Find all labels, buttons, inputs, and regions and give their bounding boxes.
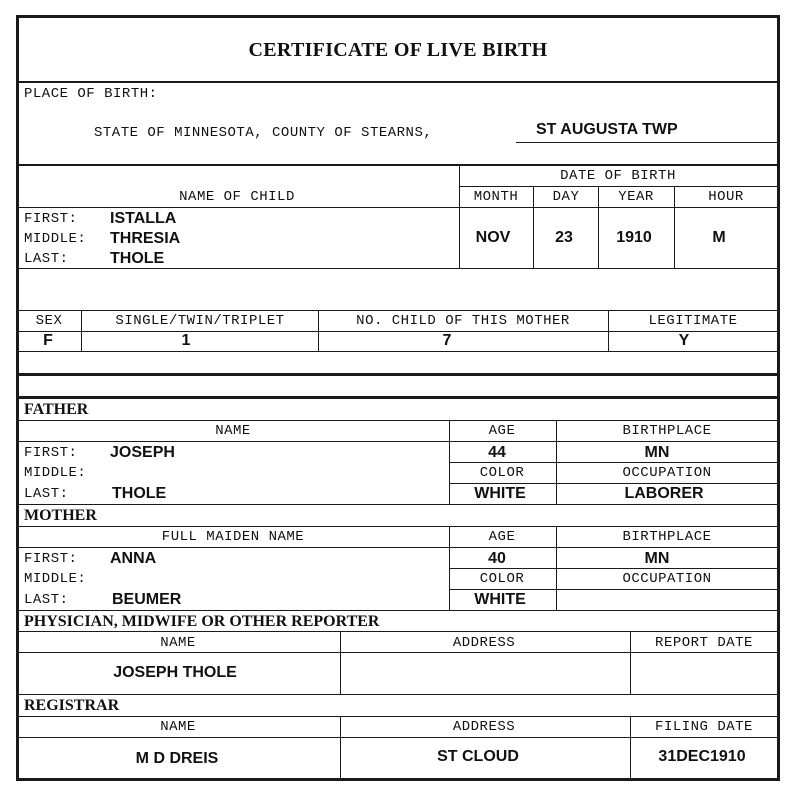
rule (449, 589, 779, 590)
name-of-child-header: NAME OF CHILD (179, 189, 295, 205)
birth-hour: M (712, 229, 726, 246)
father-first-name: JOSEPH (110, 444, 175, 461)
registrar-name-label: NAME (160, 719, 196, 735)
rule (449, 483, 779, 484)
rule (16, 631, 780, 632)
father-name-header: NAME (215, 423, 251, 439)
rule (16, 610, 780, 611)
reporter-name-label: NAME (160, 635, 196, 651)
plurality-value: 1 (181, 332, 191, 349)
mother-birthplace: MN (644, 550, 670, 567)
divider (630, 631, 631, 695)
rule (16, 420, 780, 421)
mother-first-name: ANNA (110, 550, 157, 567)
rule (16, 441, 780, 442)
plurality-label: SINGLE/TWIN/TRIPLET (115, 313, 285, 329)
divider (449, 420, 450, 505)
sex-label: SEX (35, 313, 63, 329)
divider (556, 420, 557, 505)
divider (630, 716, 631, 779)
father-occupation-label: OCCUPATION (622, 465, 712, 481)
year-label: YEAR (618, 189, 654, 205)
registrar-section-title: REGISTRAR (24, 697, 120, 714)
mother-section-title: MOTHER (24, 507, 97, 524)
mother-first-label: FIRST: (24, 551, 78, 567)
mother-age: 40 (488, 550, 506, 567)
rule-thick (16, 373, 780, 376)
rule (16, 164, 780, 166)
registrar-name: M D DREIS (135, 750, 219, 767)
divider (459, 165, 460, 269)
mother-age-label: AGE (488, 529, 516, 545)
sex-value: F (43, 332, 53, 349)
registrar-address: ST CLOUD (437, 748, 519, 765)
rule (16, 207, 780, 208)
divider (340, 631, 341, 695)
child-number-value: 7 (442, 332, 452, 349)
border-bottom (16, 778, 780, 781)
state-county: STATE OF MINNESOTA, COUNTY OF STEARNS, (94, 125, 433, 141)
child-middle-name: THRESIA (110, 230, 181, 247)
rule (16, 268, 780, 269)
mother-color-label: COLOR (479, 571, 525, 587)
legitimate-label: LEGITIMATE (648, 313, 738, 329)
rule (16, 694, 780, 695)
divider (556, 526, 557, 611)
child-number-label: NO. CHILD OF THIS MOTHER (356, 313, 570, 329)
divider (340, 716, 341, 779)
mother-name-header: FULL MAIDEN NAME (161, 529, 305, 545)
hour-label: HOUR (708, 189, 744, 205)
rule (449, 568, 779, 569)
mother-birthplace-label: BIRTHPLACE (622, 529, 712, 545)
father-age: 44 (488, 444, 506, 461)
child-first-label: FIRST: (24, 211, 78, 227)
child-last-name: THOLE (110, 250, 165, 267)
mother-last-label: LAST: (24, 592, 69, 608)
child-middle-label: MIDDLE: (24, 231, 87, 247)
report-date-label: REPORT DATE (655, 635, 753, 651)
date-of-birth-header: DATE OF BIRTH (560, 168, 676, 184)
mother-last-name: BEUMER (112, 591, 182, 608)
birth-day: 23 (555, 229, 573, 246)
rule (16, 351, 780, 352)
rule (16, 716, 780, 717)
rule (459, 186, 779, 187)
township-value: ST AUGUSTA TWP (536, 121, 678, 138)
reporter-section-title: PHYSICIAN, MIDWIFE OR OTHER REPORTER (24, 613, 380, 630)
rule (16, 547, 780, 548)
birth-year: 1910 (616, 229, 652, 246)
legitimate-value: Y (678, 332, 690, 349)
birth-month: NOV (475, 229, 511, 246)
rule (449, 462, 779, 463)
township-underline (516, 142, 778, 143)
rule (16, 310, 780, 311)
rule (16, 81, 780, 83)
mother-middle-label: MIDDLE: (24, 571, 87, 587)
child-last-label: LAST: (24, 251, 69, 267)
rule-thick (16, 396, 780, 399)
father-first-label: FIRST: (24, 445, 78, 461)
father-occupation: LABORER (624, 485, 704, 502)
border-top (16, 15, 780, 18)
mother-occupation-label: OCCUPATION (622, 571, 712, 587)
rule (16, 504, 780, 505)
father-color-label: COLOR (479, 465, 525, 481)
father-age-label: AGE (488, 423, 516, 439)
divider (674, 187, 675, 269)
month-label: MONTH (473, 189, 519, 205)
divider (449, 526, 450, 611)
divider (598, 187, 599, 269)
father-last-label: LAST: (24, 486, 69, 502)
father-section-title: FATHER (24, 401, 89, 418)
registrar-address-label: ADDRESS (452, 719, 516, 735)
father-last-name: THOLE (112, 485, 167, 502)
filing-date-label: FILING DATE (655, 719, 753, 735)
rule (16, 737, 780, 738)
divider (81, 310, 82, 352)
place-of-birth-label: PLACE OF BIRTH: (24, 86, 158, 102)
father-birthplace: MN (644, 444, 670, 461)
reporter-name: JOSEPH THOLE (113, 664, 237, 681)
rule (16, 526, 780, 527)
certificate-title: CERTIFICATE OF LIVE BIRTH (248, 39, 548, 61)
rule (16, 331, 780, 332)
divider (318, 310, 319, 352)
father-birthplace-label: BIRTHPLACE (622, 423, 712, 439)
rule (16, 652, 780, 653)
reporter-address-label: ADDRESS (452, 635, 516, 651)
father-color: WHITE (474, 485, 526, 502)
filing-date: 31DEC1910 (658, 748, 746, 765)
divider (533, 187, 534, 269)
day-label: DAY (552, 189, 580, 205)
divider (608, 310, 609, 352)
mother-color: WHITE (474, 591, 526, 608)
child-first-name: ISTALLA (110, 210, 177, 227)
father-middle-label: MIDDLE: (24, 465, 87, 481)
